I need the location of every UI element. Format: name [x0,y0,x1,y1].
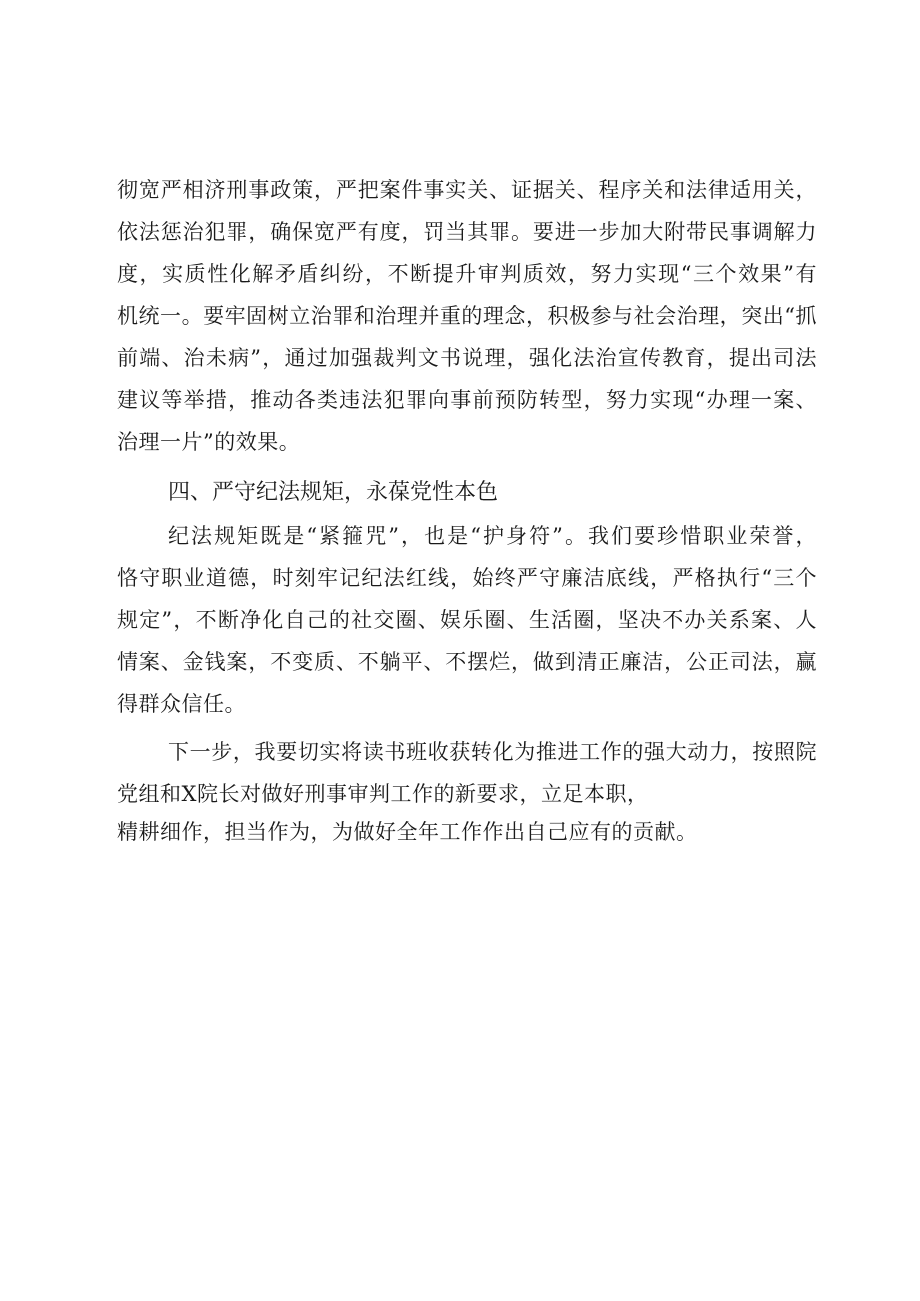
section-heading: 四、严守纪法规矩，永葆党性本色 [168,480,499,505]
paragraph-line: 得群众信任。 [117,692,246,716]
paragraph-line: 党组和X院长对做好刑事审判工作的新要求，立足本职， [117,782,649,806]
paragraph-line: 建议等举措，推动各类违法犯罪向事前预防转型，努力实现“办理一案、 [117,388,817,412]
paragraph-line: 度，实质性化解矛盾纠纷，不断提升审判质效，努力实现“三个效果”有 [117,262,817,286]
paragraph-line: 纪法规矩既是“紧箍咒”，也是“护身符”。我们要珍惜职业荣誉， [168,524,817,548]
paragraph-line: 恪守职业道德，时刻牢记纪法红线，始终严守廉洁底线，严格执行“三个 [117,566,817,590]
paragraph-line: 情案、金钱案，不变质、不躺平、不摆烂，做到清正廉洁，公正司法，赢 [117,650,817,674]
paragraph-line: 依法惩治犯罪，确保宽严有度，罚当其罪。要进一步加大附带民事调解力 [117,220,817,244]
paragraph-line: 治理一片”的效果。 [117,430,301,454]
paragraph-line: 前端、治未病”，通过加强裁判文书说理，强化法治宣传教育，提出司法 [117,346,817,370]
paragraph-line: 彻宽严相济刑事政策，严把案件事实关、证据关、程序关和法律适用关， [117,178,817,202]
paragraph-line: 机统一。要牢固树立治罪和治理并重的理念，积极参与社会治理，突出“抓 [117,304,817,328]
paragraph-line: 规定”，不断净化自己的社交圈、娱乐圈、生活圈，坚决不办关系案、人 [117,608,817,632]
paragraph-line: 精耕细作，担当作为，为做好全年工作作出自己应有的贡献。 [117,820,698,844]
paragraph-line: 下一步，我要切实将读书班收获转化为推进工作的强大动力，按照院 [168,740,817,764]
